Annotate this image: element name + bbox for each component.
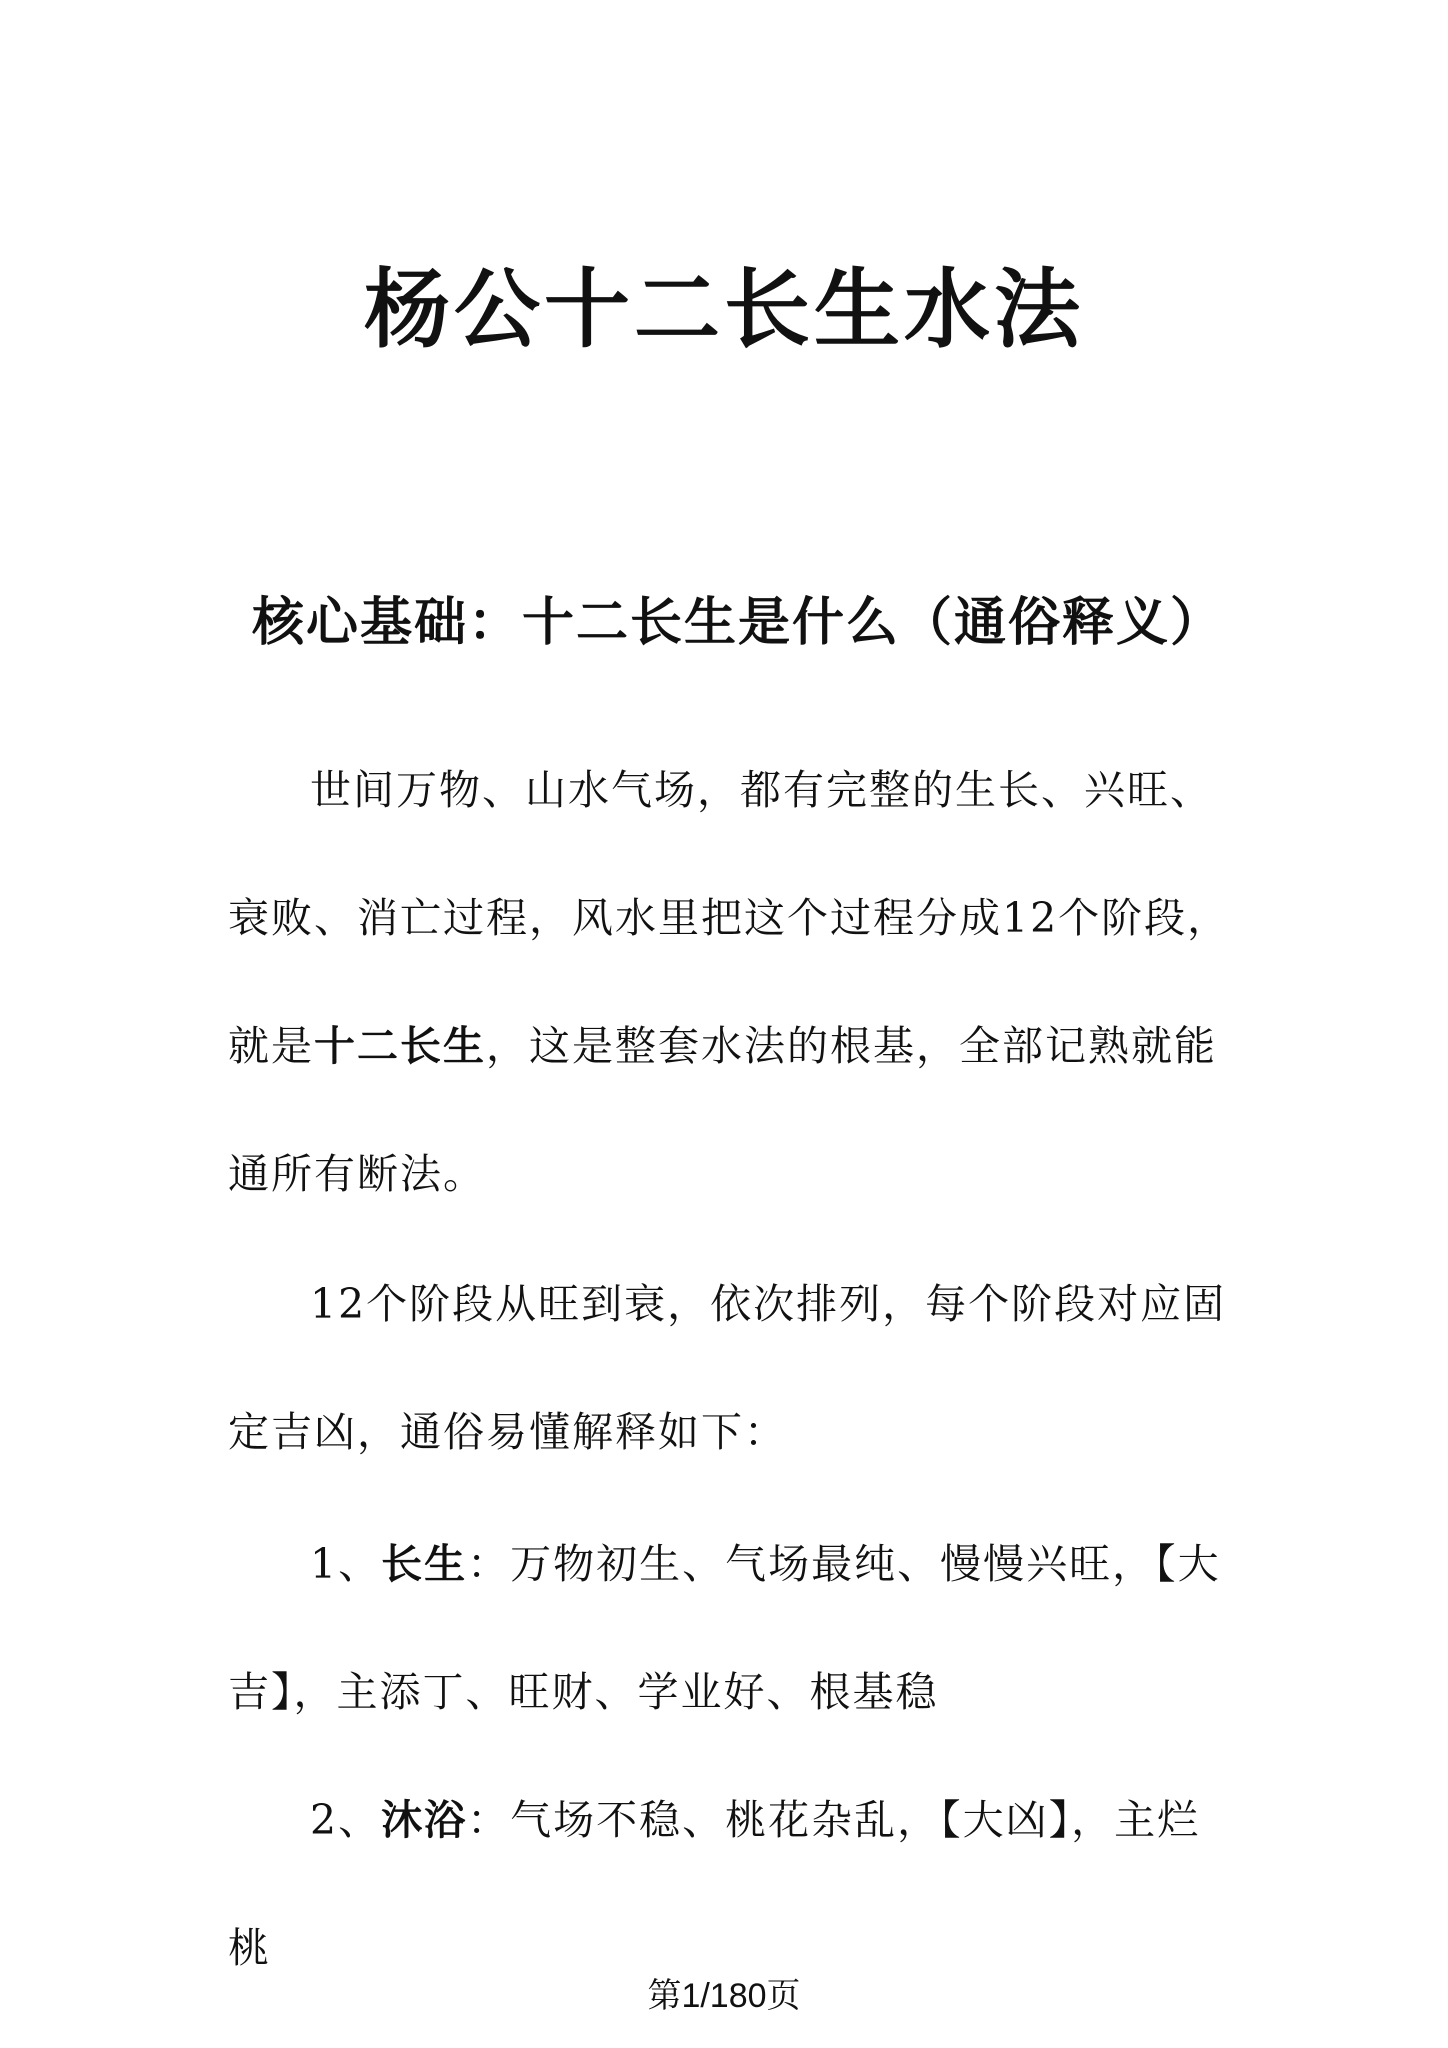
list-item-text: ：万物初生、气场最纯、慢慢兴旺，【大吉】，主添丁、旺财、学业好、根基稳 xyxy=(228,1540,1221,1716)
page-number: 第1/180页 xyxy=(647,1977,801,2015)
paragraph-stages: 12个阶段从旺到衰，依次排列，每个阶段对应固定吉凶，通俗易懂解释如下： xyxy=(228,1280,1227,1456)
paragraph-intro xyxy=(228,726,1232,1238)
paragraph-intro-tail: ，这是整套水法的根基，全部记熟就能通所有断法。 xyxy=(228,1022,1217,1198)
list-item-number: 1、 xyxy=(310,1540,382,1588)
list-item-term: 长生 xyxy=(381,1540,468,1588)
paragraph-intro-text: 世间万物、山水气场，都有完整的生长、兴旺、衰败、消亡过程，风水里把这个过程分成12个阶段，就是 xyxy=(228,766,1231,1070)
list-item-term: 沐浴 xyxy=(381,1796,468,1844)
list-item-tail: ，主烂桃 xyxy=(228,1796,1201,1972)
list-item-number: 2、 xyxy=(310,1796,382,1844)
section-heading: 核心基础：十二长生是什么（通俗释义） xyxy=(252,593,1225,653)
paragraph-intro-bold: 十二长生 xyxy=(314,1022,486,1070)
list-item-changsheng xyxy=(228,1500,1232,1756)
document-title: 杨公十二长生水法 xyxy=(364,260,1084,360)
list-item-tag: 【大凶】 xyxy=(940,1796,1072,1844)
list-item-text: ：气场不稳、桃花杂乱， xyxy=(467,1796,941,1844)
